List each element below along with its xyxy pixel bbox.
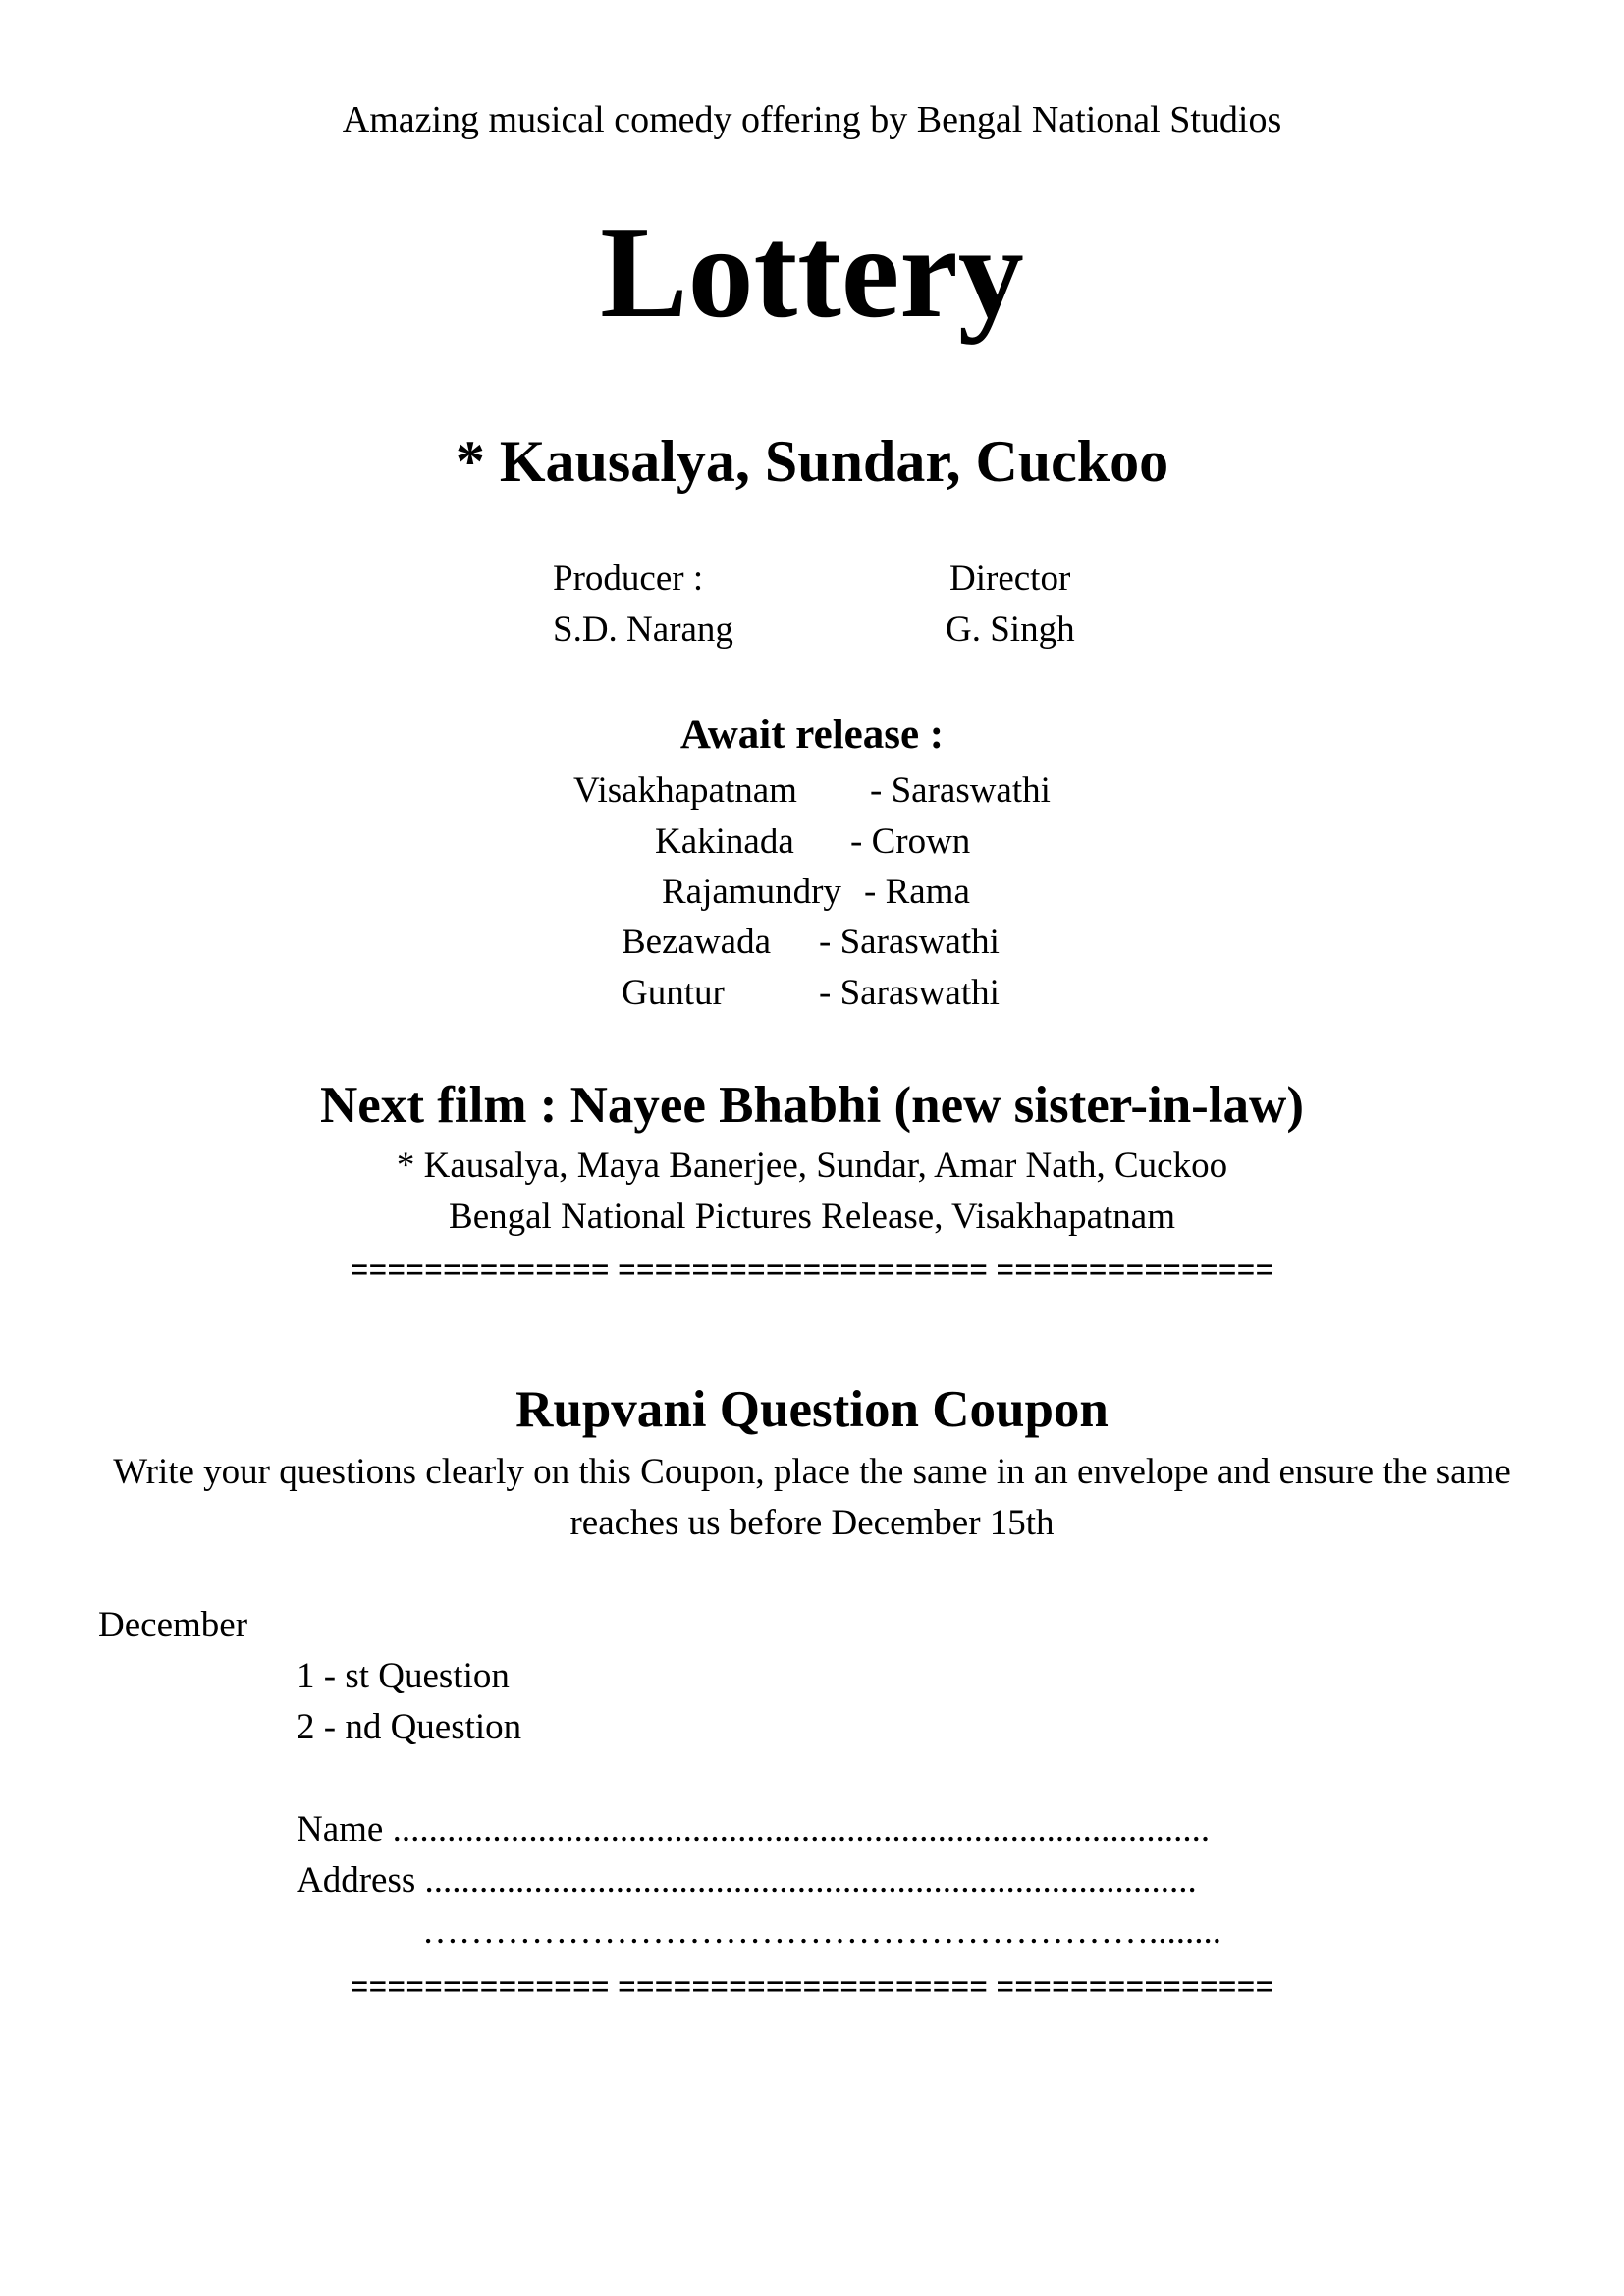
film-title: Lottery [600,199,1024,345]
venue-theatre: - Saraswathi [870,771,1051,811]
coupon-month: December [98,1605,248,1645]
question-2-label: 2 - nd Question [297,1707,522,1747]
next-film-distributor: Bengal National Pictures Release, Visakhapatnam [449,1197,1175,1237]
separator-top: ============== ==================== =============== [350,1250,1274,1291]
venue-theatre: - Crown [850,822,971,862]
separator-bottom: ============== ==================== =============== [350,1966,1274,2007]
venue-theatre: - Saraswathi [819,922,1000,962]
next-film-heading: Next film : Nayee Bhabhi (new sister-in-law) [320,1077,1304,1134]
venue-theatre: - Saraswathi [819,973,1000,1013]
tagline: Amazing musical comedy offering by Bengal National Studios [342,99,1282,140]
venue-city: Kakinada [655,822,794,862]
cast-list: * Kausalya, Sundar, Cuckoo [455,429,1169,494]
coupon-heading: Rupvani Question Coupon [515,1381,1109,1438]
name-field-line: Name .......................................................................................... [297,1809,1211,1849]
question-1-label: 1 - st Question [297,1656,510,1696]
address-field-line: Address ..................................................................................... [297,1860,1197,1900]
producer-label: Producer : [553,559,704,599]
venue-theatre: - Rama [864,872,970,912]
director-label: Director [949,559,1071,599]
await-release-heading: Await release : [679,712,945,758]
address-continuation-line: ……………………………………………………........ [422,1911,1221,1951]
venue-city: Visakhapatnam [573,771,797,811]
director-name: G. Singh [946,610,1075,650]
coupon-instructions: Write your questions clearly on this Coupon, place the same in an envelope and ensure the same reaches us before December 15th [113,1452,1511,1543]
venue-city: Bezawada [622,922,772,962]
next-film-cast: * Kausalya, Maya Banerjee, Sundar, Amar Nath, Cuckoo [396,1146,1228,1186]
venue-city: Guntur [622,973,725,1013]
producer-name: S.D. Narang [553,610,733,650]
venue-city: Rajamundry [662,872,841,912]
